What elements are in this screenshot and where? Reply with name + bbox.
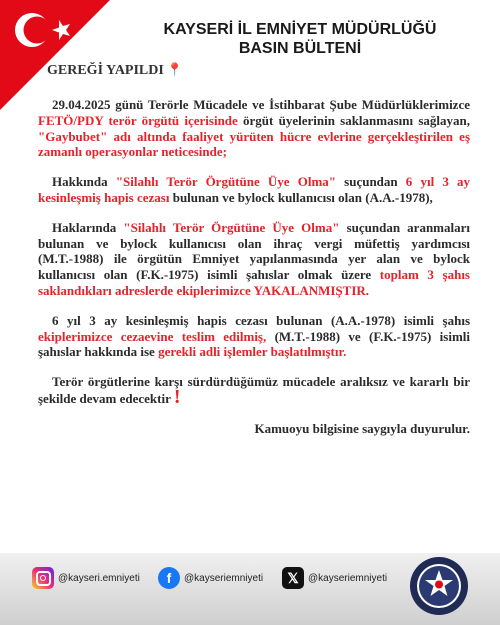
- closing-line: Kamuoyu bilgisine saygıyla duyurulur.: [254, 420, 470, 436]
- social-footer: [0, 553, 500, 625]
- facebook-icon: f: [158, 567, 180, 589]
- paragraph-5: Terör örgütlerine karşı sürdürdüğümüz mücadele aralıksız ve kararlı bir şekilde devam edecektir !: [38, 374, 470, 408]
- x-handle: @kayseriemniyeti: [308, 572, 388, 584]
- paragraph-3: Haklarında "Silahlı Terör Örgütüne Üye Olma" suçundan aranmaları bulunan ve bylock kullanıcısı olan ihraç vergi müfettiş yardımcısı (M.T.-1988) ile örgütün Emniyet yapılanmasında yer alan ve bylock kullanıcısı olan (F.K.-1975) isimli şahıslar olmak üzere toplam 3 şahıs saklandıkları adreslerde ekiplerimizce YAKALANMIŞTIR.: [38, 219, 470, 298]
- x-icon: 𝕏: [282, 567, 304, 589]
- paragraph-2: Hakkında "Silahlı Terör Örgütüne Üye Olma" suçundan 6 yıl 3 ay kesinleşmiş hapis cezası bulunan ve bylock kullanıcısı olan (A.A.-1978),: [38, 174, 470, 205]
- facebook-link[interactable]: [158, 567, 263, 589]
- instagram-handle: @kayseri.emniyeti: [58, 572, 140, 584]
- facebook-handle: @kayseriemniyeti: [184, 572, 264, 584]
- status-line: [47, 62, 183, 79]
- header-subtitle: BASIN BÜLTENİ: [238, 40, 362, 57]
- bulletin-body: [38, 97, 470, 451]
- exclamation-icon: !: [173, 385, 181, 408]
- instagram-link[interactable]: [32, 567, 140, 589]
- header-title: KAYSERİ İL EMNİYET MÜDÜRLÜĞÜ: [163, 21, 437, 38]
- instagram-icon: [32, 567, 54, 589]
- paragraph-4: 6 yıl 3 ay kesinleşmiş hapis cezası bulunan (A.A.-1978) isimli şahıs ekiplerimizce cezaevine teslim edilmiş, (M.T.-1988) ve (F.K.-1975) isimli şahıslar hakkında ise gerekli adli işlemler başlatılmıştır.: [38, 312, 471, 360]
- pin-icon: 📍: [166, 62, 184, 77]
- x-link[interactable]: [282, 567, 387, 589]
- paragraph-1: 29.04.2025 günü Terörle Mücadele ve İstihbarat Şube Müdürlüklerimizce FETÖ/PDY terör örgütü içerisinde örgüt üyelerinin saklanmasını sağlayan, "Gaybubet" adı altında faaliyet yürüten hücre evlerine gerçekleştirilen eş zamanlı operasyonlar neticesinde;: [38, 97, 470, 160]
- page-header: [110, 20, 490, 58]
- police-seal-icon: [409, 556, 469, 616]
- status-text: GEREĞİ YAPILDI: [47, 63, 164, 78]
